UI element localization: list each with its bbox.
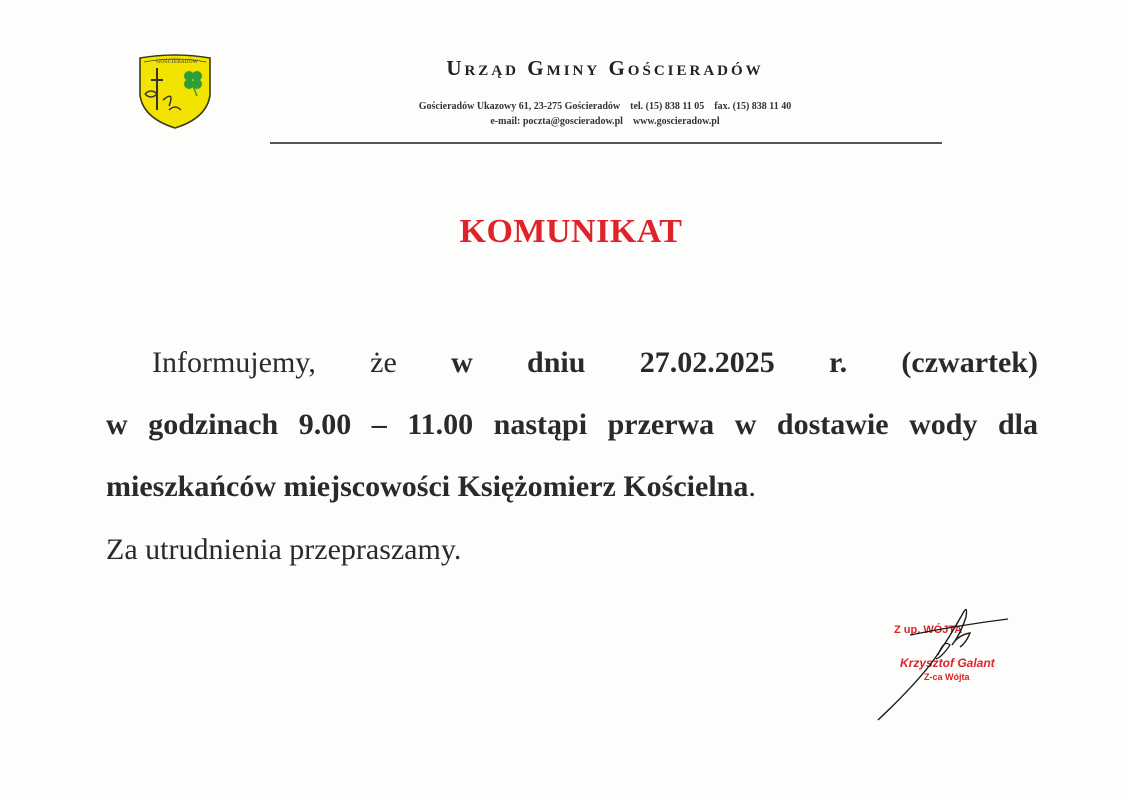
- contact-address-line: Gościeradów Ukazowy 61, 23-275 Gościeradów tel. (15) 838 11 05 fax. (15) 838 11 40: [418, 101, 792, 112]
- office-name: Urząd Gminy Gościeradów: [446, 56, 764, 80]
- contact-email-line: e-mail: poczta@goscieradow.pl www.goscieradow.pl: [490, 116, 720, 127]
- announcement-intro: Informujemy, że: [152, 346, 452, 379]
- document-title: KOMUNIKAT: [459, 213, 683, 250]
- handwritten-signature-icon: [870, 595, 1020, 725]
- stamp-authority: Z up. WÓJTA: [894, 624, 963, 636]
- municipality-crest-icon: [135, 50, 215, 130]
- stamp-signatory-name: Krzysztof Galant: [900, 656, 995, 670]
- crest-text: GOŚCIERADÓW: [156, 59, 198, 65]
- announcement-period: .: [748, 470, 756, 503]
- announcement-date: w dniu 27.02.2025 r. (czwartek): [451, 346, 1038, 379]
- stamp-signatory-role: Z-ca Wójta: [924, 672, 970, 682]
- closing-apology: Za utrudnienia przepraszamy.: [106, 533, 462, 566]
- announcement-body: [106, 332, 1038, 518]
- announcement-details: w godzinach 9.00 – 11.00 nastąpi przerwa w dostawie wody dla mieszkańców miejscowości Księżomierz Kościelna: [106, 408, 1038, 503]
- header-divider: [270, 142, 942, 144]
- announcement-first-line: [106, 332, 1038, 394]
